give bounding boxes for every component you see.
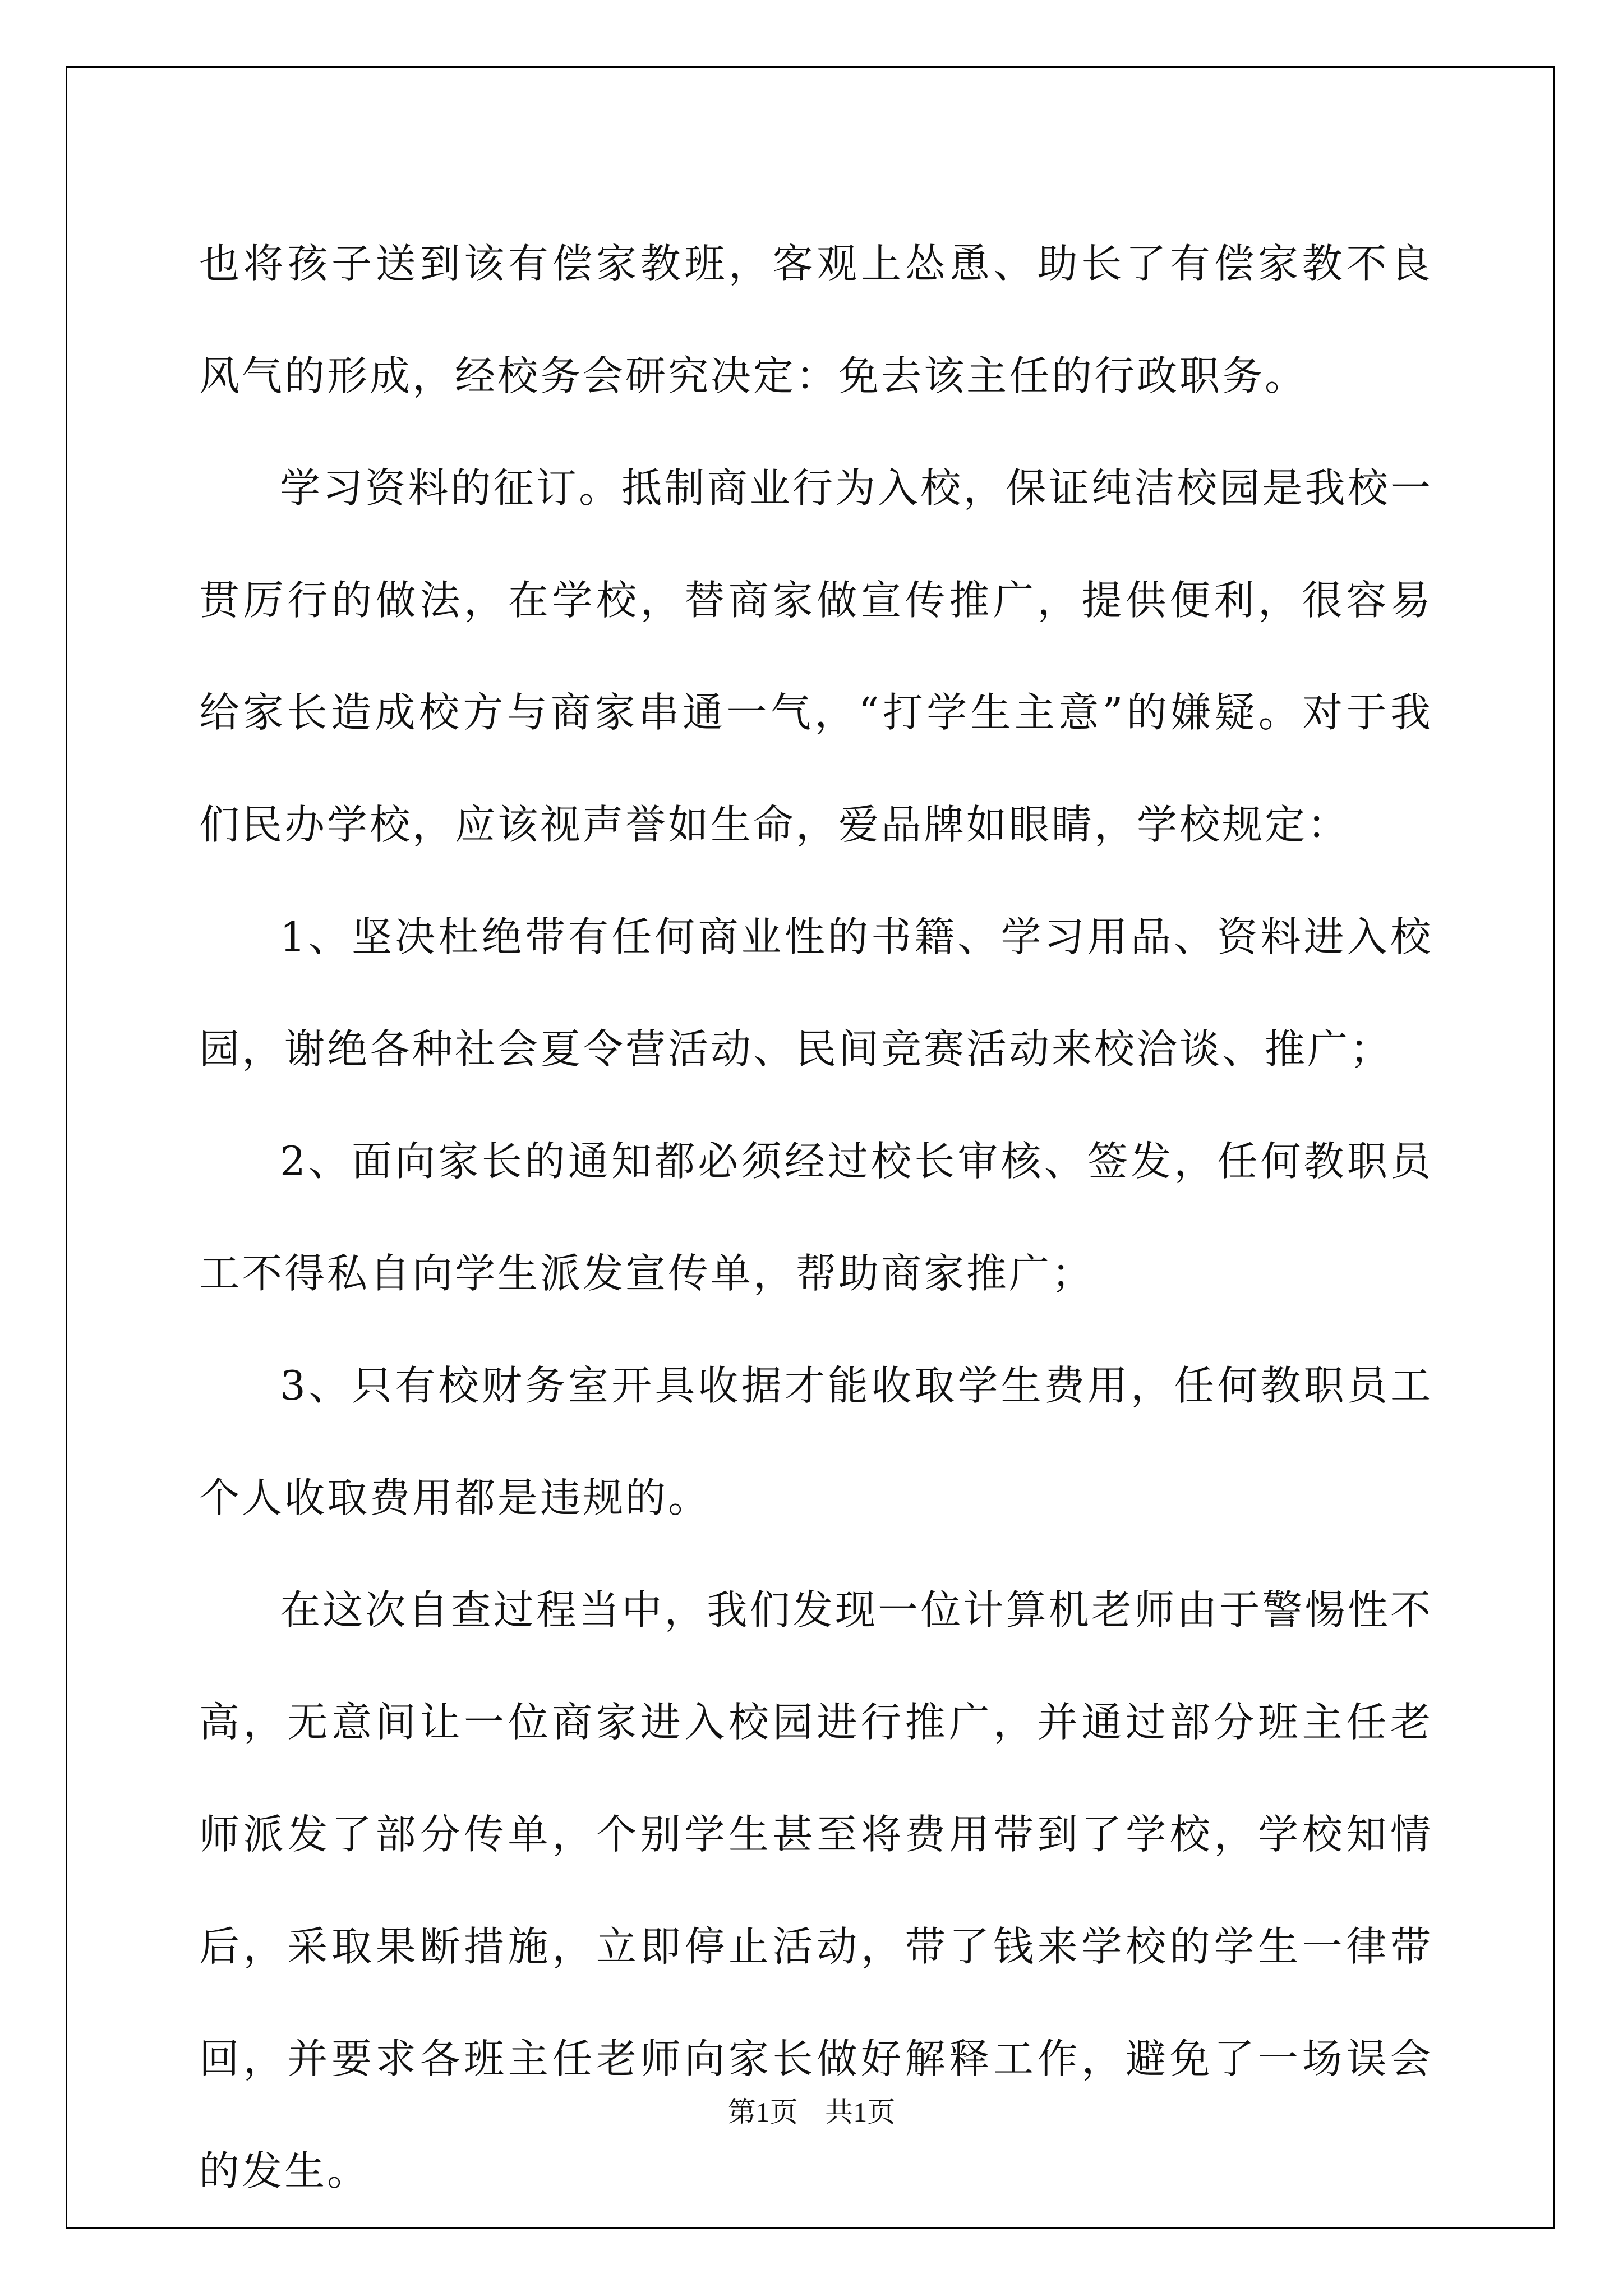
paragraph-rule-3: 3、只有校财务室开具收据才能收取学生费用，任何教职员工个人收取费用都是违规的。	[199, 1362, 1433, 1521]
page-number: 第1页	[727, 2096, 798, 2128]
page-footer	[0, 2095, 1623, 2129]
paragraph-6: 在这次自查过程当中，我们发现一位计算机老师由于警惕性不高，无意间让一位商家进入校园进行推广，并通过部分班主任老师派发了部分传单，个别学生甚至将费用带到了学校，学校知情后，采取果断措施，立即停止活动，带了钱来学校的学生一律带回，并要求各班主任老师向家长做好解释工作，避免了一场误会的发生。	[199, 1586, 1433, 2194]
document-body	[199, 208, 1433, 2227]
paragraph-1: 也将孩子送到该有偿家教班，客观上怂恿、助长了有偿家教不良风气的形成，经校务会研究决定：免去该主任的行政职务。	[199, 240, 1433, 399]
page-total: 共1页	[825, 2096, 896, 2128]
paragraph-rule-1: 1、坚决杜绝带有任何商业性的书籍、学习用品、资料进入校园，谢绝各种社会夏令营活动、民间竞赛活动来校洽谈、推广；	[199, 913, 1433, 1073]
paragraph-2: 学习资料的征订。抵制商业行为入校，保证纯洁校园是我校一贯厉行的做法，在学校，替商家做宣传推广，提供便利，很容易给家长造成校方与商家串通一气，“打学生主意”的嫌疑。对于我们民办学校，应该视声誉如生命，爱品牌如眼睛，学校规定：	[199, 464, 1433, 848]
paragraph-rule-2: 2、面向家长的通知都必须经过校长审核、签发，任何教职员工不得私自向学生派发宣传单，帮助商家推广；	[199, 1138, 1433, 1297]
